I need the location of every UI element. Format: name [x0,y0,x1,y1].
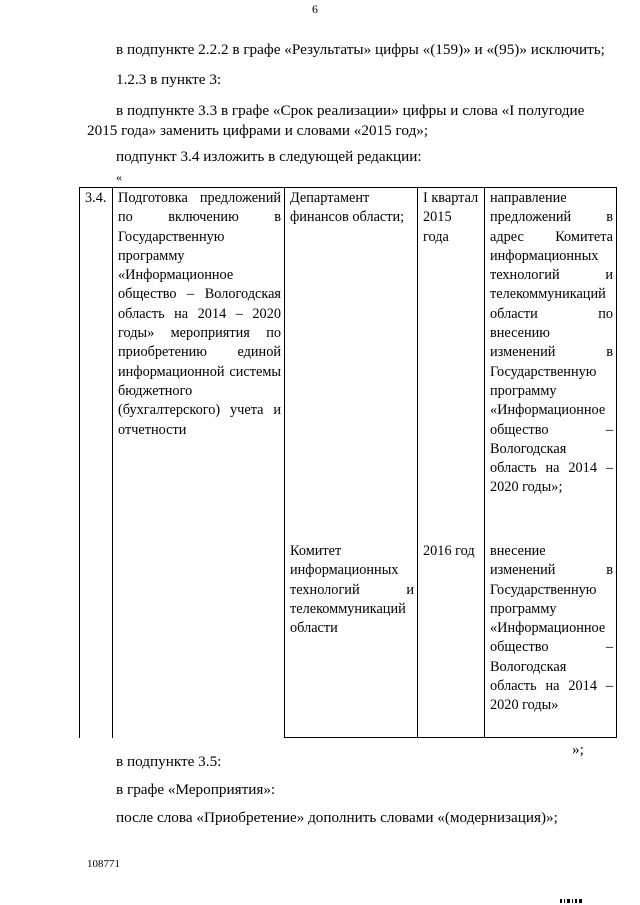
barcode-mark [560,899,584,903]
measure-cell [113,188,285,738]
paragraph-column-measures: в графе «Мероприятия»: [116,781,276,798]
paragraph-clause-3-4: подпункт 3.4 изложить в следующей редакции: [116,148,422,165]
measure-text: Подготовка предложений по включению в Государственную программу «Информационное общество – Вологодская область на 2014 – 2020 годы» мероприятия по приобретению единой информационной системы бюджетного (бухгалтерского) учета и отчетности [118,190,281,438]
paragraph-clause-2-2-2: в подпункте 2.2.2 в графе «Результаты» цифры «(159)» и «(95)» исключить; [116,41,605,58]
measures-table [79,187,617,738]
measure-number-cell [80,188,113,738]
term-cell [418,527,485,738]
paragraph-after-word: после слова «Приобретение» дополнить словами «(модернизация)»; [116,809,558,826]
paragraph-clause-3-3-line1: в подпункте 3.3 в графе «Срок реализации» цифры и слова «I полугодие [116,102,585,119]
paragraph-item-1-2-3: 1.2.3 в пункте 3: [116,71,222,88]
closing-quote: »; [572,741,584,758]
result-cell [485,188,617,528]
page-number: 6 [312,2,318,16]
term-cell [418,188,485,528]
result-cell [485,527,617,738]
executor-cell [285,527,418,738]
paragraph-clause-3-5: в подпункте 3.5: [116,753,222,770]
executor-cell [285,188,418,528]
result-text: направление предложений в адрес Комитета информационных технологий и телекоммуникаций области по внесению изменений в Государственную программу «Информационное общество – Вологодская область на 2014 – 2020 годы»; [490,190,613,496]
measure-number: 3.4. [85,190,107,206]
executor-text: Департамент финансов области; [290,190,405,226]
paragraph-clause-3-3-line2: 2015 года» заменить цифрами и словами «2015 год»; [87,122,429,139]
document-number: 108771 [87,858,120,870]
executor-text: Комитет информационных технологий и телекоммуникаций области [290,543,414,637]
term-text: 2016 год [423,543,475,559]
result-text: внесение изменений в Государственную программу «Информационное общество – Вологодская область на 2014 – 2020 годы» [490,543,613,714]
table-row [80,188,617,528]
opening-quote: « [116,170,122,184]
term-text: I квартал 2015 года [423,190,479,245]
